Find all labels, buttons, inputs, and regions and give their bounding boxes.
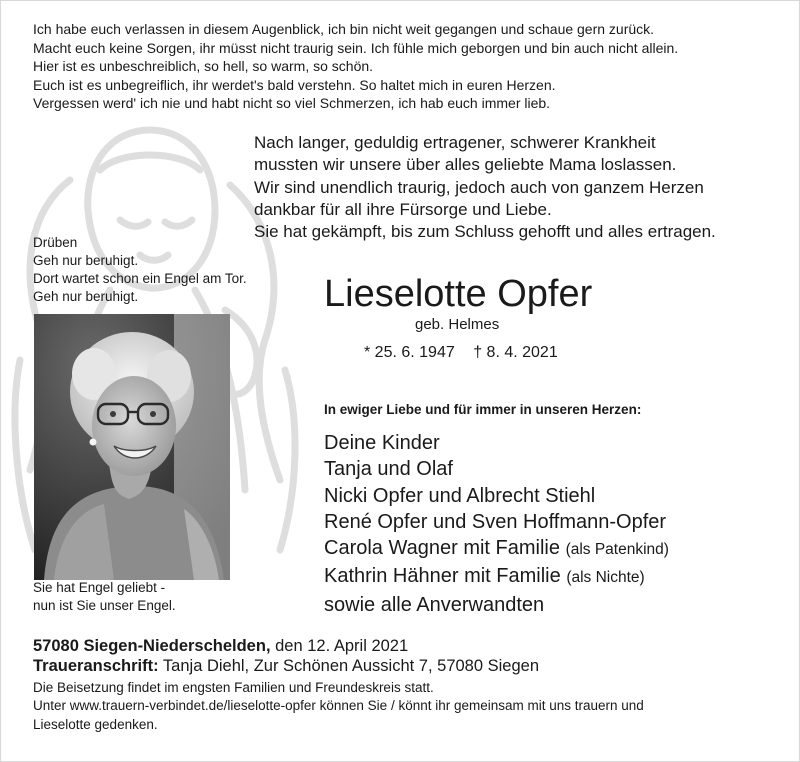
intro-line: Nach langer, geduldig ertragener, schwerer Krankheit (254, 133, 656, 152)
mourner-note: (als Nichte) (566, 569, 645, 587)
mourner-entry (324, 563, 669, 591)
caption-line: Sie hat Engel geliebt - (33, 580, 166, 595)
photo-caption (33, 579, 176, 615)
birth-date: * 25. 6. 1947 (364, 344, 455, 361)
poem-line: Euch ist es unbegreiflich, ihr werdet's bald verstehn. So haltet mich in euren Herzen. (33, 76, 556, 93)
intro-line: mussten wir unsere über alles geliebte Mama loslassen. (254, 155, 677, 175)
mourner-name: Carola Wagner mit Familie (324, 537, 560, 560)
motto: In ewiger Liebe und für immer in unseren Herzen: (324, 402, 642, 417)
mourner-name: sowie alle Anverwandten (324, 593, 545, 616)
mourner-name: Nicki Opfer und Albrecht Stiehl (324, 484, 596, 507)
mourner-name: Tanja und Olaf (324, 458, 453, 481)
mourning-address (33, 656, 539, 676)
poem-line: Vergessen werd' ich nie und habt nicht so viel Schmerzen, ich hab euch immer lieb. (33, 95, 551, 112)
footer-notes (33, 679, 644, 734)
notice-date: den 12. April 2021 (275, 637, 409, 655)
mourners-list (324, 430, 669, 618)
place-date (33, 636, 408, 656)
address-label: Traueranschrift: (33, 657, 159, 675)
verse-line: Drüben (33, 235, 78, 250)
born-name: geb. Helmes (415, 316, 500, 333)
intro-line: Wir sind unendlich traurig, jedoch auch von ganzem Herzen (254, 177, 704, 197)
mourner-entry (324, 483, 669, 509)
intro-text (254, 132, 716, 243)
verse (33, 234, 247, 306)
deceased-name: Lieselotte Opfer (324, 273, 593, 315)
mourner-name: Kathrin Hähner mit Familie (324, 565, 561, 588)
footer-line: Die Beisetzung findet im engsten Familien und Freundeskreis statt. (33, 680, 434, 695)
poem-line: Ich habe euch verlassen in diesem Augenblick, ich bin nicht weit gegangen und schaue gern zurück. (33, 21, 655, 37)
mourner-entry (324, 430, 669, 456)
place-city: 57080 Siegen-Niederschelden, (33, 637, 271, 655)
poem-line: Hier ist es unbeschreiblich, so hell, so warm, so schön. (33, 58, 374, 75)
poem-line: Macht euch keine Sorgen, ihr müsst nicht traurig sein. Ich fühle mich geborgen und bin auch nicht allein. (33, 39, 679, 56)
footer-line: Unter www.trauern-verbindet.de/lieselotte-opfer können Sie / könnt ihr gemeinsam mit uns trauern und (33, 698, 644, 714)
mourner-name: Deine Kinder (324, 432, 440, 454)
mourner-note: (als Patenkind) (565, 541, 669, 559)
portrait-photo (34, 314, 230, 580)
portrait-photo-graphic (34, 314, 230, 580)
mourner-name: René Opfer und Sven Hoffmann-Opfer (324, 510, 667, 533)
mourner-entry (324, 592, 669, 618)
caption-line: nun ist Sie unser Engel. (33, 598, 176, 613)
intro-line: Sie hat gekämpft, bis zum Schluss gehofft und alles ertragen. (254, 222, 716, 242)
death-date: † 8. 4. 2021 (473, 344, 558, 361)
mourner-entry (324, 535, 669, 563)
life-dates (364, 344, 558, 362)
address-value: Tanja Diehl, Zur Schönen Aussicht 7, 57080 Siegen (162, 657, 539, 675)
footer-line: Lieselotte gedenken. (33, 716, 158, 732)
intro-line: dankbar für all ihre Fürsorge und Liebe. (254, 199, 552, 219)
mourner-entry (324, 456, 669, 482)
verse-line: Geh nur beruhigt. (33, 289, 139, 304)
verse-line: Geh nur beruhigt. (33, 253, 139, 268)
verse-line: Dort wartet schon ein Engel am Tor. (33, 271, 247, 286)
mourner-entry (324, 509, 669, 535)
poem (33, 20, 678, 113)
